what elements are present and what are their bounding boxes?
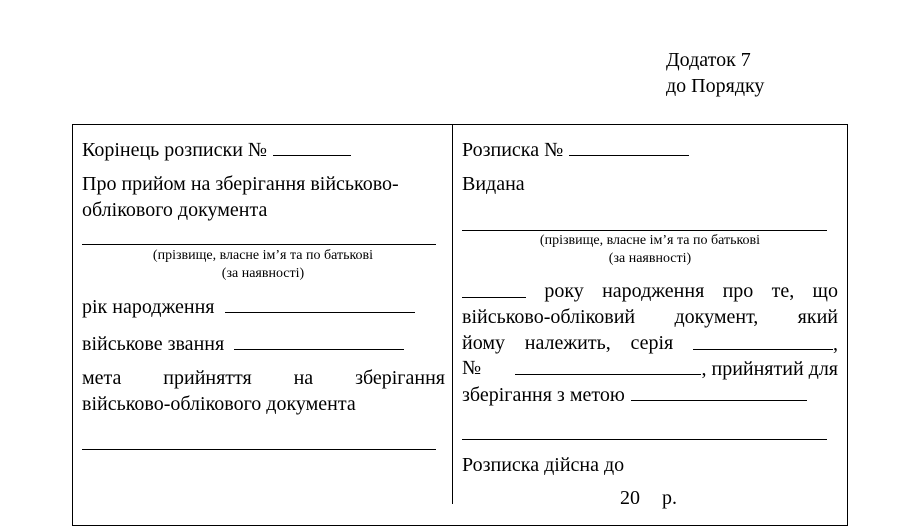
stub-number-field[interactable] <box>273 137 351 156</box>
stub-birth-label: рік народження <box>82 296 215 318</box>
receipt-word-4: те, <box>771 280 795 302</box>
stub-purpose-word-4: зберігання <box>355 367 445 389</box>
receipt-document-number-field[interactable] <box>515 356 701 375</box>
receipt-birth-year-field[interactable] <box>462 279 526 298</box>
receipt-text-line2 <box>462 305 838 329</box>
stub-subject-line1: Про прийом на зберігання військово- <box>82 173 399 195</box>
receipt-text-line5 <box>462 382 807 407</box>
receipt-title <box>462 137 689 162</box>
stub-birth-field[interactable] <box>225 294 415 313</box>
stub-purpose-word-2: прийняття <box>163 367 252 389</box>
stub-rank-field[interactable] <box>234 331 404 350</box>
receipt-purpose-label: зберігання з метою <box>462 384 625 406</box>
receipt-title-label: Розписка № <box>462 139 564 161</box>
receipt-word-7: документ, <box>674 306 759 328</box>
receipt-text-line3 <box>462 331 838 356</box>
stub-rank-row <box>82 331 404 356</box>
receipt-name-caption-1: (прізвище, власне ім’я та по батькові <box>539 233 761 248</box>
receipt-word-3: про <box>722 280 754 302</box>
receipt-word-5: що <box>812 280 838 302</box>
column-divider <box>452 124 453 504</box>
receipt-issued-label: Видана <box>462 173 525 195</box>
receipt-purpose-continuation-field[interactable] <box>462 439 827 440</box>
receipt-validity-label: Розписка дійсна до <box>462 454 625 476</box>
stub-birth-row <box>82 294 415 319</box>
receipt-number-sign: № <box>462 357 482 379</box>
receipt-word-10: належить, <box>524 332 611 354</box>
receipt-series-comma: , <box>833 333 838 355</box>
stub-rank-label: військове звання <box>82 333 225 355</box>
stub-name-caption-1: (прізвище, власне ім’я та по батькові <box>152 248 374 263</box>
receipt-date-suffix: р. <box>662 487 677 509</box>
receipt-date-year: 20 <box>620 487 640 509</box>
stub-purpose-word-1: мета <box>82 367 122 389</box>
stub-purpose-line1 <box>82 366 445 390</box>
receipt-series-field[interactable] <box>693 331 833 350</box>
receipt-accepted-text: , прийнятий для <box>701 358 838 380</box>
receipt-name-caption-2: (за наявності) <box>608 251 692 266</box>
receipt-word-11: серія <box>630 332 674 354</box>
receipt-text-line1 <box>462 279 838 303</box>
stub-purpose-field[interactable] <box>82 449 436 450</box>
receipt-word-2: народження <box>602 280 705 302</box>
appendix-reference: до Порядку <box>666 75 765 97</box>
receipt-word-6: військово-обліковий <box>462 306 636 328</box>
stub-name-caption-2: (за наявності) <box>221 266 305 281</box>
stub-title-label: Корінець розписки № <box>82 139 267 161</box>
appendix-number: Додаток 7 <box>666 49 751 71</box>
receipt-word-8: який <box>797 306 838 328</box>
receipt-text-line4 <box>462 356 838 381</box>
stub-title <box>82 137 351 162</box>
stub-subject-line2: облікового документа <box>82 199 268 221</box>
stub-name-field[interactable] <box>82 244 436 245</box>
receipt-purpose-field[interactable] <box>631 382 807 401</box>
receipt-word-1: року <box>544 280 584 302</box>
stub-purpose-word-3: на <box>293 367 314 389</box>
stub-purpose-line2: військово-облікового документа <box>82 393 356 415</box>
receipt-word-9: йому <box>462 332 505 354</box>
receipt-number-field[interactable] <box>569 137 689 156</box>
receipt-name-field[interactable] <box>462 230 827 231</box>
receipt-validity-date <box>620 486 677 510</box>
